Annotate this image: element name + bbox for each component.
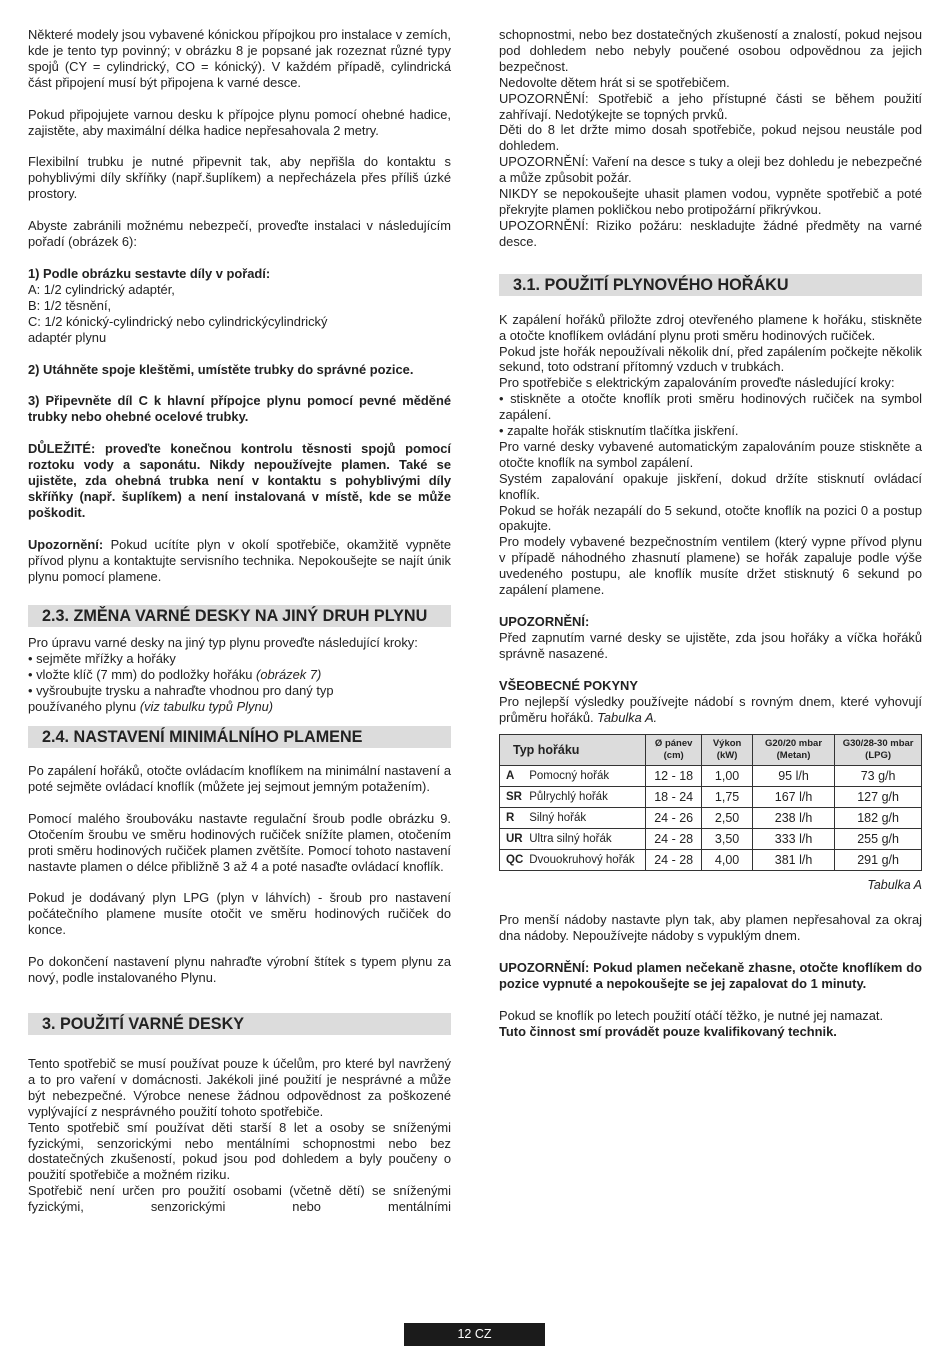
continued-paragraph-5: UPOZORNĚNÍ: Vaření na desce s tuky a oleji bez dohledu je nebezpečné a může způsobit požár. — [499, 154, 922, 186]
section-3-paragraph-1: Tento spotřebič se musí používat pouze k účelům, pro které byl navržený a to pro vaření v domácnosti. Jakékoli jiné použití je nesprávné a může být nebezpečné. Výrobce nenese žádnou odpovědnost za poškozené vyplývající z nesprávného použití tohoto spotřebiče. — [28, 1055, 451, 1119]
header-pan: Ø pánev (cm) — [646, 735, 702, 766]
bullet-3-text: používaného plynu — [28, 699, 140, 715]
header-g30: G30/28-30 mbar (LPG) — [835, 735, 922, 766]
section-3-1-paragraph-4: • stiskněte a otočte knoflík proti směru hodinových ručiček na symbol zapálení. — [499, 391, 922, 423]
section-3-1-paragraph-8: Pokud se hořák nezapálí do 5 sekund, otočte knoflík na pozici 0 a postup opakujte. — [499, 502, 922, 534]
table-row — [500, 787, 922, 808]
burner-cell — [500, 766, 646, 787]
g20-cell: 238 l/h — [752, 808, 834, 829]
left-column — [28, 27, 451, 1215]
burner-code: QC — [506, 854, 524, 867]
continued-paragraph-2: Nedovolte dětem hrát si se spotřebičem. — [499, 74, 730, 90]
section-2-3-bullet-3-cont — [28, 699, 451, 715]
power-cell: 1,00 — [702, 766, 752, 787]
g20-cell: 95 l/h — [752, 766, 834, 787]
section-2-3-intro: Pro úpravu varné desky na jiný typ plynu proveďte následující kroky: — [28, 635, 418, 651]
heading-2-3: 2.3. ZMĚNA VARNÉ DESKY NA JINÝ DRUH PLYNU — [28, 605, 451, 627]
g30-cell: 127 g/h — [835, 787, 922, 808]
burner-cell — [500, 808, 646, 829]
table-row — [500, 808, 922, 829]
section-3-paragraph-2: Tento spotřebič smí používat děti starší 8 let a osoby se sníženými fyzickými, senzorickými nebo mentálními schopnostmi nebo bez dostatečných zkušeností, pokud jsou pod dohledem a byly poučeny o použití spotřebiče a možném riziku. — [28, 1119, 451, 1183]
section-3-1-paragraph-9: Pro modely vybavené bezpečnostním ventilem (který vypne přívod plynu v případě náhodného zhasnutí plamene) se hořák zapaluje podle výše uvedeného postupu, ale knoflík musíte držet stisknutý 6 sekund po zapálení plamene. — [499, 534, 922, 598]
general-text-ref: Tabulka A. — [597, 709, 658, 725]
bullet-3-ref: (viz tabulku typů Plynu) — [139, 699, 274, 715]
g30-cell: 255 g/h — [835, 829, 922, 850]
bullet-2-text: • vložte klíč (7 mm) do podložky hořáku — [28, 667, 257, 683]
pan-cell: 24 - 28 — [646, 850, 702, 871]
pan-cell: 12 - 18 — [646, 766, 702, 787]
section-2-3-bullet-1: • sejměte mřížky a hořáky — [28, 651, 176, 667]
burner-cell — [500, 829, 646, 850]
warning-text: Před zapnutím varné desky se ujistěte, zda jsou hořáky a víčka hořáků správně nasazené. — [499, 629, 922, 661]
power-cell: 1,75 — [702, 787, 752, 808]
section-2-3-bullet-2 — [28, 667, 451, 683]
gas-warning — [28, 537, 451, 585]
section-2-4-paragraph-2: Pomocí malého šroubováku nastavte regulační šroub podle obrázku 9. Otočením šroubu ve směru hodinových ručiček snížíte plamen, otočením proti směru hodinových ručiček plamen zvětšíte. Pomocí tohoto nastavení nastavte plamen o délce přibližně 3 až 4 a poté nasaďte ovládací knoflík. — [28, 810, 451, 874]
bullet-2-ref: (obrázek 7) — [256, 667, 322, 683]
section-3-1-paragraph-1: K zapálení hořáků přiložte zdroj otevřeného plamene k hořáku, stiskněte a otočte knoflíkem ovládání plynu proti směru hodinových ručiček. — [499, 311, 922, 343]
small-pans-note: Pro menší nádoby nastavte plyn tak, aby plamen nepřesahoval za okraj dna nádoby. Nepoužívejte nádoby s vypuklým dnem. — [499, 912, 922, 944]
heading-3: 3. POUŽITÍ VARNÉ DESKY — [28, 1013, 451, 1035]
g30-cell: 291 g/h — [835, 850, 922, 871]
step-1-part-c: C: 1/2 kónický-cylindrický nebo cylindrickýcylindrický — [28, 313, 328, 329]
burner-code: SR — [506, 791, 522, 804]
knob-note: Pokud se knoflík po letech použití otáčí těžko, je nutné jej namazat. — [499, 1008, 884, 1024]
g20-cell: 167 l/h — [752, 787, 834, 808]
knob-note-bold: Tuto činnost smí provádět pouze kvalifikovaný technik. — [499, 1023, 837, 1039]
step-1-part-b: B: 1/2 těsnění, — [28, 297, 112, 313]
step-2: 2) Utáhněte spoje kleštěmi, umístěte trubky do správné pozice. — [28, 361, 414, 377]
section-3-paragraph-3: Spotřebič není určen pro použití osobami (včetně dětí) se sníženými fyzickými, senzorickými nebo mentálními — [28, 1183, 451, 1215]
g30-cell: 182 g/h — [835, 808, 922, 829]
table-header-row — [500, 735, 922, 766]
general-text — [499, 694, 922, 726]
table-caption: Tabulka A — [867, 878, 922, 893]
page-number: 12 CZ — [404, 1323, 545, 1346]
important-note: DŮLEŽITÉ: proveďte konečnou kontrolu těsnosti spojů pomocí roztoku vody a saponátu. Nikdy nepoužívejte plamen. Také se ujistěte, zda ohebná trubka není v kontaktu s pohyblivými díly skříňky (např. šuplíkem) a není instalovaná v místě, kde se může poškodit. — [28, 441, 451, 520]
pan-cell: 24 - 28 — [646, 829, 702, 850]
g30-cell: 73 g/h — [835, 766, 922, 787]
pan-cell: 18 - 24 — [646, 787, 702, 808]
section-3-1-paragraph-3: Pro spotřebiče s elektrickým zapalováním proveďte následující kroky: — [499, 375, 895, 391]
section-2-3-bullet-3: • vyšroubujte trysku a nahraďte vhodnou pro daný typ — [28, 683, 334, 699]
step-3: 3) Připevněte díl C k hlavní přípojce plynu pomocí pevné měděné trubky nebo ohebné ocelové trubky. — [28, 393, 451, 425]
step-1-part-c-cont: adaptér plynu — [28, 329, 107, 345]
burner-code: UR — [506, 833, 523, 846]
heading-3-1: 3.1. POUŽITÍ PLYNOVÉHO HOŘÁKU — [499, 274, 922, 296]
step-1-title: 1) Podle obrázku sestavte díly v pořadí: — [28, 265, 271, 281]
general-text-body: Pro nejlepší výsledky používejte nádobí s rovným dnem, které vyhovují průměru hořáků. — [499, 693, 922, 725]
section-3-1-paragraph-2: Pokud jste hořák nepoužívali několik dní, před zapálením počkejte několik sekund, toto odstraní přítomný vzduch v trubkách. — [499, 343, 922, 375]
gas-warning-label: Upozornění: — [28, 536, 104, 552]
table-row — [500, 829, 922, 850]
burner-cell — [500, 787, 646, 808]
intro-paragraph-4: Abyste zabránili možnému nebezpečí, proveďte instalaci v následujícím pořadí (obrázek 6): — [28, 218, 451, 250]
continued-paragraph-1: schopnostmi, nebo bez dostatečných zkušeností a znalostí, pokud nejsou pod dohledem nebo nebyly poučené osobou odpovědnou za jejich bezpečnost. — [499, 27, 922, 74]
burner-code: A — [506, 770, 515, 783]
section-3-1-paragraph-5: • zapalte hořák stisknutím tlačítka jiskření. — [499, 423, 739, 439]
intro-paragraph-2: Pokud připojujete varnou desku k přípojce plynu pomocí ohebné hadice, zajistěte, aby maximální délka hadice nepřesahovala 2 metry. — [28, 106, 451, 138]
section-3-1-paragraph-6: Pro varné desky vybavené automatickým zapalováním pouze stiskněte a otočte knoflík na symbol zapálení. — [499, 438, 922, 470]
header-power: Výkon (kW) — [702, 735, 752, 766]
power-cell: 3,50 — [702, 829, 752, 850]
table-row — [500, 850, 922, 871]
continued-paragraph-4: Děti do 8 let držte mimo dosah spotřebiče, pokud nejsou neustále pod dohledem. — [499, 122, 922, 154]
step-1-part-a: A: 1/2 cylindrický adaptér, — [28, 281, 175, 297]
g20-cell: 333 l/h — [752, 829, 834, 850]
continued-paragraph-6: NIKDY se nepokoušejte uhasit plamen vodou, vypněte spotřebič a poté překryjte plamen pokličkou nebo protipožární přikrývkou. — [499, 186, 922, 217]
pan-cell: 24 - 26 — [646, 808, 702, 829]
continued-paragraph-3: UPOZORNĚNÍ: Spotřebič a jeho přístupné části se během použití zahřívají. Nedotýkejte se topných prvků. — [499, 90, 922, 122]
burner-name: Půlrychlý hořák — [529, 791, 608, 804]
section-2-4-paragraph-1: Po zapálení hořáků, otočte ovládacím knoflíkem na minimální nastavení a poté sejměte ovládací knoflík (můžete jej sejmout jemným potažením). — [28, 763, 451, 794]
power-cell: 2,50 — [702, 808, 752, 829]
burner-name: Pomocný hořák — [529, 770, 610, 783]
power-cell: 4,00 — [702, 850, 752, 871]
flame-warning: UPOZORNĚNÍ: Pokud plamen nečekaně zhasne, otočte knoflíkem do pozice vypnuté a nepokoušejte se jej zapalovat do 1 minuty. — [499, 960, 922, 992]
intro-paragraph-3: Flexibilní trubku je nutné připevnit tak, aby nepřišla do kontaktu s pohyblivými díly skříňky (např.šuplíkem) a nepřecházela přes příliš úzké prostory. — [28, 154, 451, 202]
burner-cell — [500, 850, 646, 871]
general-label: VŠEOBECNÉ POKYNY — [499, 677, 638, 693]
burner-name: Ultra silný hořák — [529, 833, 612, 846]
section-3-1-paragraph-7: Systém zapalování opakuje jiskření, dokud držíte stisknutí ovládací knoflík. — [499, 470, 922, 502]
burner-table — [499, 734, 922, 871]
burner-name: Dvouokruhový hořák — [529, 854, 635, 867]
table-row — [500, 766, 922, 787]
intro-paragraph-1: Některé modely jsou vybavené kónickou přípojkou pro instalace v zemích, kde je tento typ povinný; v obrázku 8 je popsané jak rozeznat různé typy spojů (CY = cylindrický, CO = kónický). V každém případě, cylindrická část připojení musí být připojena k varné desce. — [28, 27, 451, 90]
continued-paragraph-7: UPOZORNĚNÍ: Riziko požáru: neskladujte žádné předměty na varné desce. — [499, 217, 922, 249]
burner-code: R — [506, 812, 515, 825]
gas-warning-text: Pokud ucítíte plyn v okolí spotřebiče, okamžitě vypněte přívod plynu a kontaktujte servisního technika. Nepokoušejte se najít únik plynu pomocí plamene. — [28, 536, 451, 584]
warning-label: UPOZORNĚNÍ: — [499, 614, 590, 629]
heading-2-4: 2.4. NASTAVENÍ MINIMÁLNÍHO PLAMENE — [28, 726, 451, 748]
g20-cell: 381 l/h — [752, 850, 834, 871]
right-column — [499, 27, 922, 1040]
section-2-4-paragraph-4: Po dokončení nastavení plynu nahraďte výrobní štítek s typem plynu za nový, podle instalovaného Plynu. — [28, 954, 451, 986]
header-g20: G20/20 mbar (Metan) — [752, 735, 834, 766]
section-2-4-paragraph-3: Pokud je dodávaný plyn LPG (plyn v láhvích) - šroub pro nastavení počátečního plamene musíte otočit ve směru hodinových ručiček do konce. — [28, 890, 451, 938]
header-burner-type: Typ hořáku — [500, 735, 646, 766]
burner-name: Silný hořák — [529, 812, 587, 825]
